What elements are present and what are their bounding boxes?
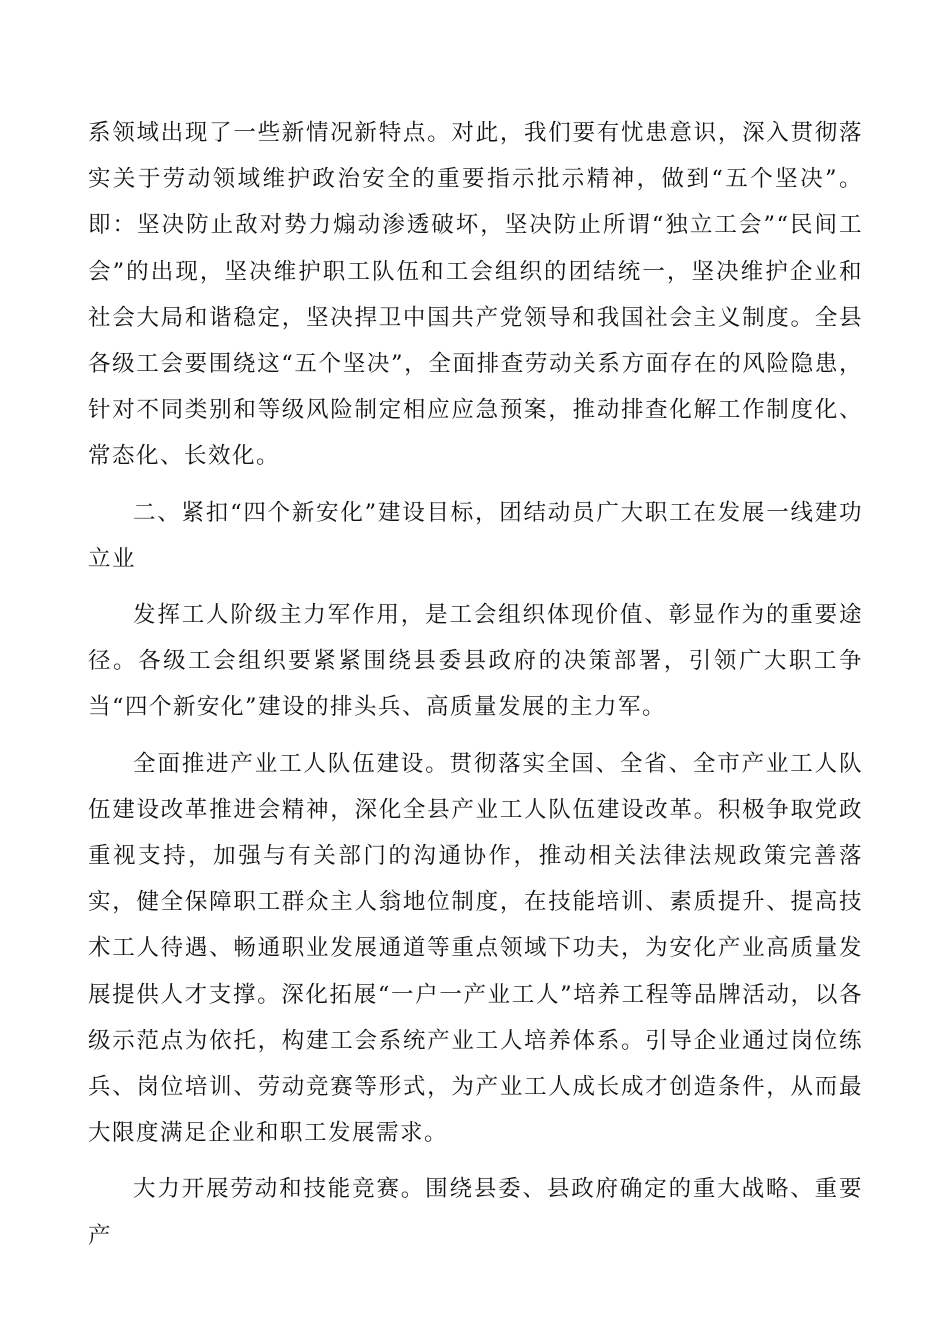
paragraph-main-force: 发挥工人阶级主力军作用，是工会组织体现价值、彰显作为的重要途径。各级工会组织要紧紧围绕县委县政府的决策部署，引领广大职工争当“四个新安化”建设的排头兵、高质量发展的主力军。 (88, 602, 863, 721)
paragraph-skills-competition: 大力开展劳动和技能竞赛。围绕县委、县政府确定的重大战略、重要产 (88, 1176, 863, 1249)
section-heading-two: 二、紧扣“四个新安化”建设目标，团结动员广大职工在发展一线建功立业 (88, 499, 863, 572)
paragraph-continuation: 系领域出现了一些新情况新特点。对此，我们要有忧患意识，深入贯彻落实关于劳动领域维护政治安全的重要指示批示精神，做到“五个坚决”。即：坚决防止敌对势力煽动渗透破坏，坚决防止所谓“独立工会”“民间工会”的出现，坚决维护职工队伍和工会组织的团结统一，坚决维护企业和社会大局和谐稳定，坚决捍卫中国共产党领导和我国社会主义制度。全县各级工会要围绕这“五个坚决”，全面排查劳动关系方面存在的风险隐患，针对不同类别和等级风险制定相应应急预案，推动排查化解工作制度化、常态化、长效化。 (88, 120, 863, 470)
paragraph-industrial-workers: 全面推进产业工人队伍建设。贯彻落实全国、全省、全市产业工人队伍建设改革推进会精神，深化全县产业工人队伍建设改革。积极争取党政重视支持，加强与有关部门的沟通协作，推动相关法律法规政策完善落实，健全保障职工群众主人翁地位制度，在技能培训、素质提升、提高技术工人待遇、畅通职业发展通道等重点领域下功夫，为安化产业高质量发展提供人才支撑。深化拓展“一户一产业工人”培养工程等品牌活动，以各级示范点为依托，构建工会系统产业工人培养体系。引导企业通过岗位练兵、岗位培训、劳动竞赛等形式，为产业工人成长成才创造条件，从而最大限度满足企业和职工发展需求。 (88, 750, 863, 1147)
document-body (88, 110, 863, 1269)
